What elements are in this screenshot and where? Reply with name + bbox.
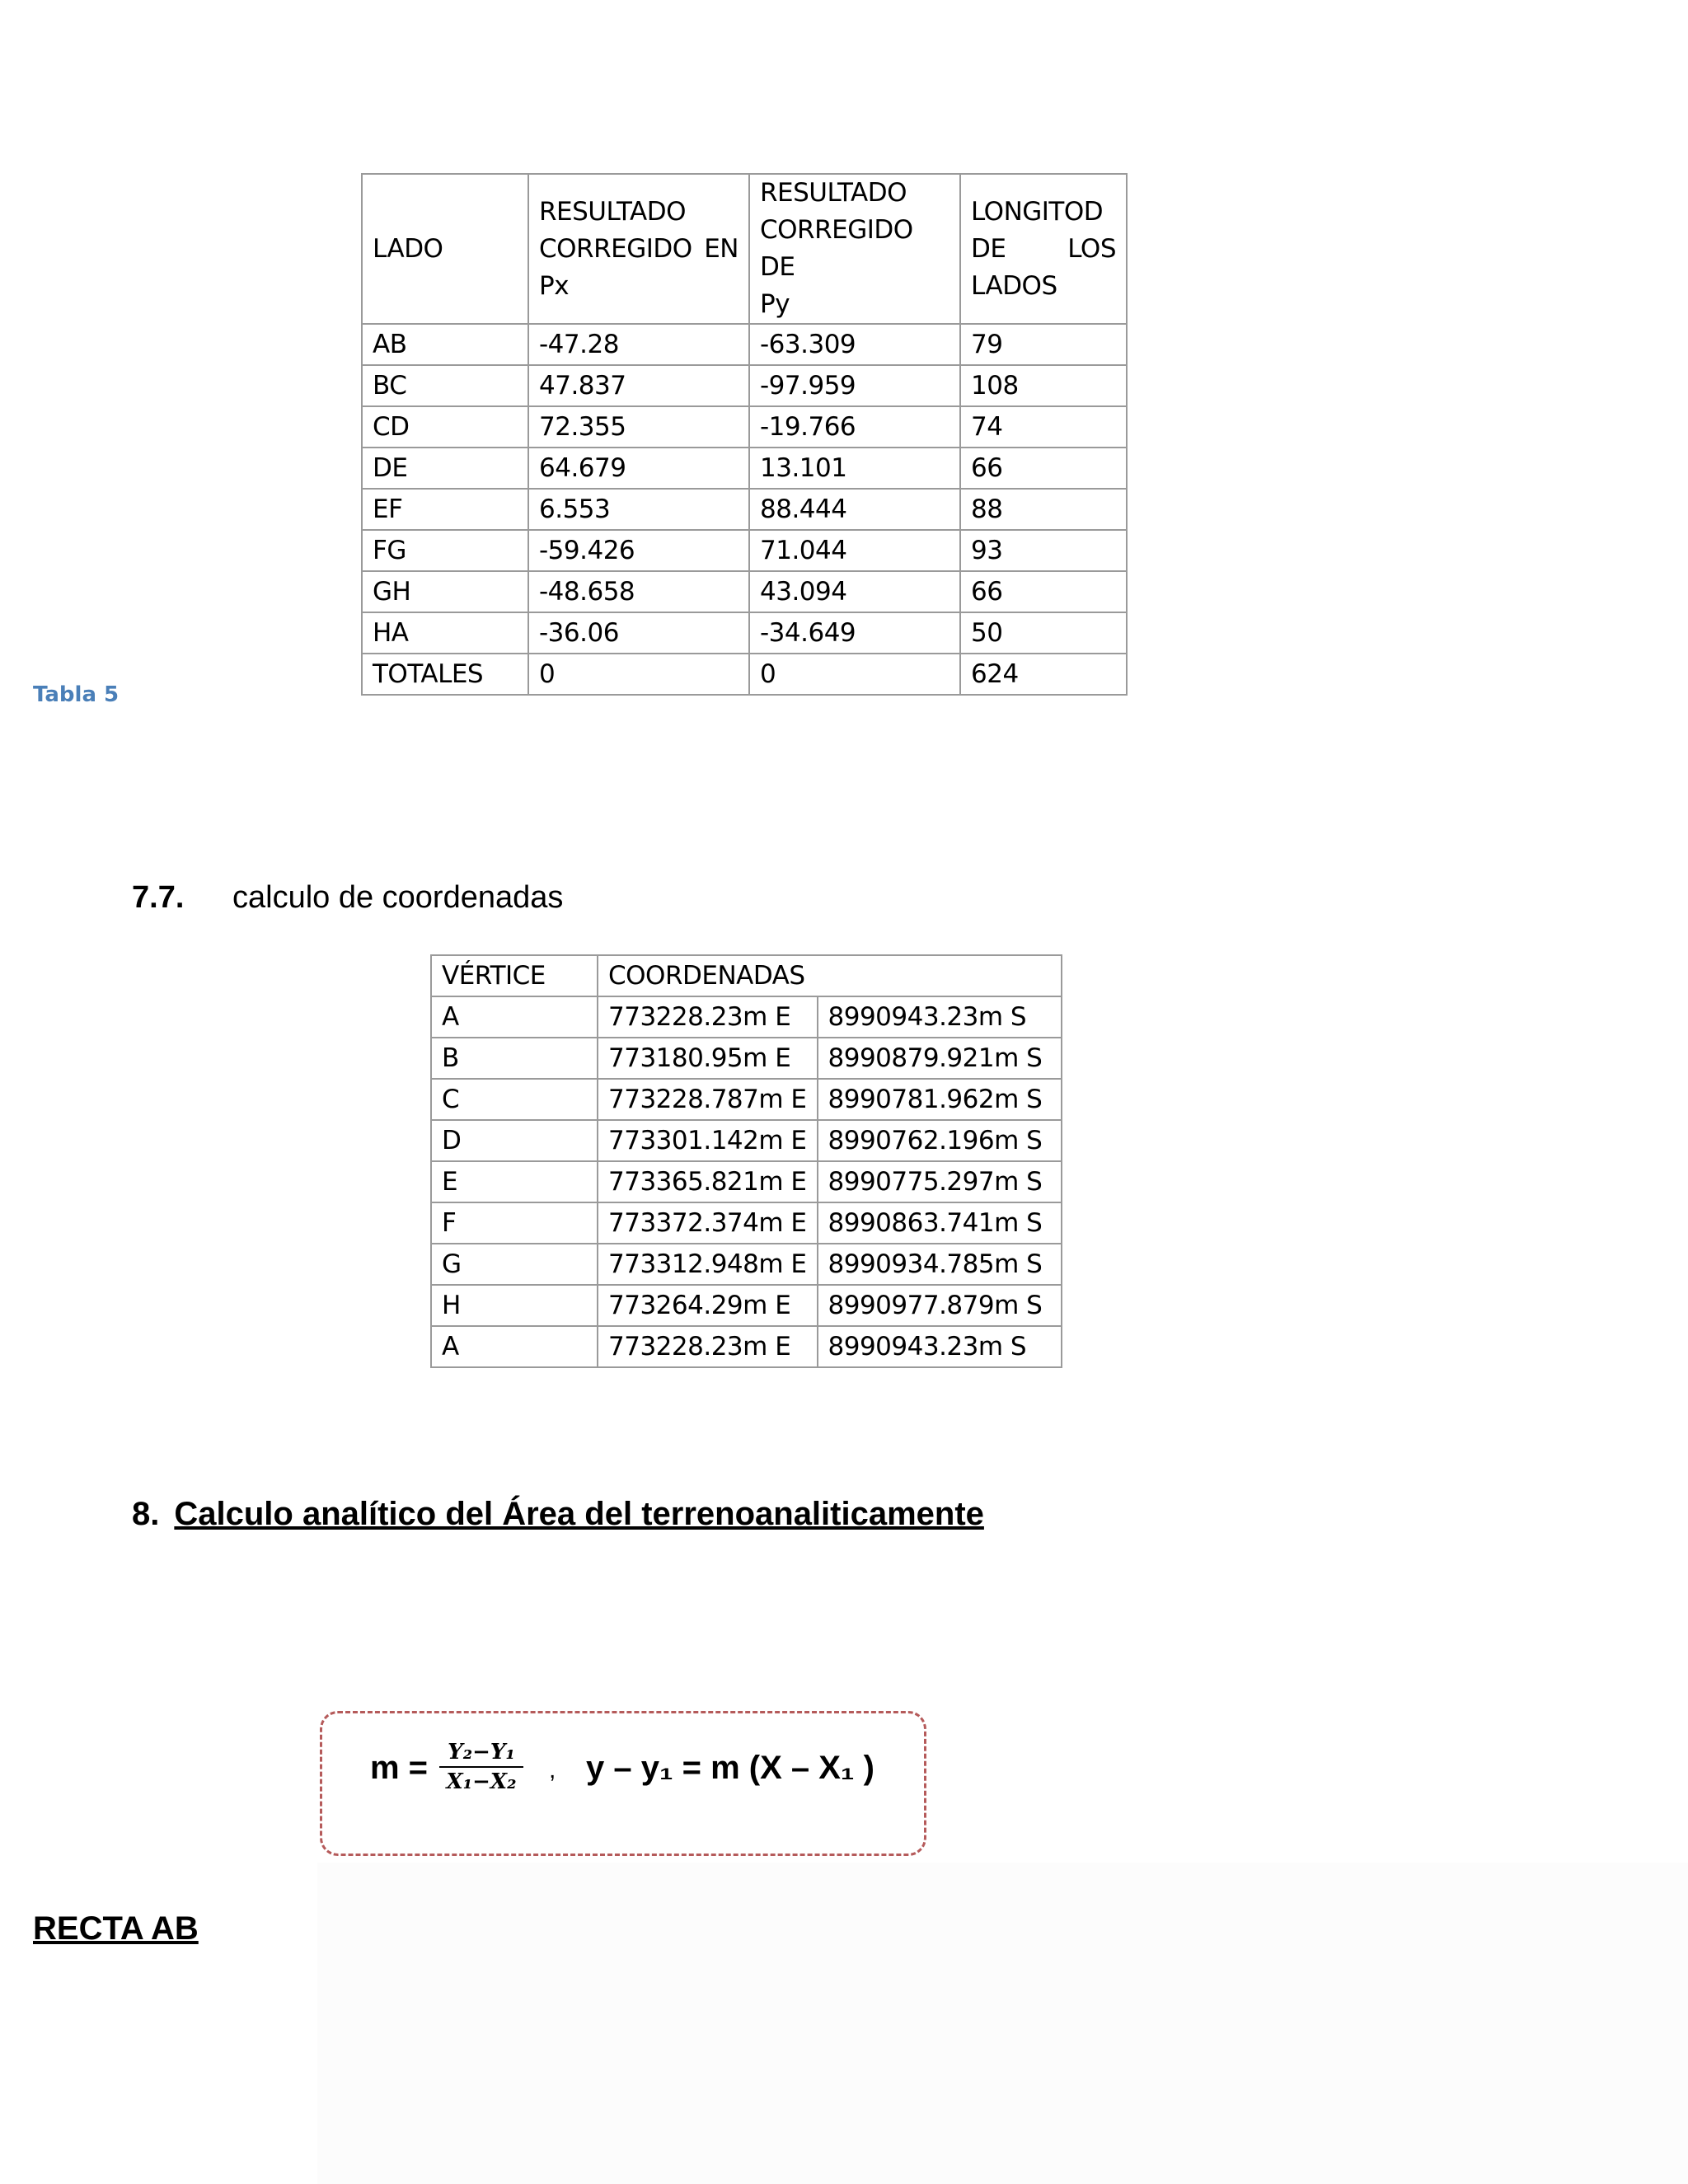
table-cell: 72.355 [528, 406, 749, 448]
table-row [431, 1161, 1062, 1202]
header-py [749, 174, 960, 324]
table-cell: -48.658 [528, 571, 749, 612]
table-cell: 773365.821m E [598, 1161, 818, 1202]
table-row [431, 996, 1062, 1038]
table-cell: B [431, 1038, 598, 1079]
lados-table [361, 173, 1128, 696]
table-header-row [362, 174, 1127, 324]
table-cell: D [431, 1120, 598, 1161]
table-cell: -59.426 [528, 530, 749, 571]
table-row [431, 1244, 1062, 1285]
table-cell: 8990943.23m S [818, 996, 1062, 1038]
header-py-line3: Py [760, 289, 790, 319]
table-cell: TOTALES [362, 654, 528, 695]
table-cell: -34.649 [749, 612, 960, 654]
coordinates-table-body [431, 996, 1062, 1367]
table-cell: BC [362, 365, 528, 406]
table-row [362, 489, 1127, 530]
table-cell: 773301.142m E [598, 1120, 818, 1161]
table-cell: 0 [528, 654, 749, 695]
table-cell: 74 [960, 406, 1127, 448]
table-cell: A [431, 1326, 598, 1367]
table-cell: H [431, 1285, 598, 1326]
table-cell: -63.309 [749, 324, 960, 365]
table-row [362, 448, 1127, 489]
formula-box [320, 1711, 926, 1856]
table-row [362, 530, 1127, 571]
fraction-denominator: X₁−X₂ [446, 1769, 517, 1794]
table-cell: 8990879.921m S [818, 1038, 1062, 1079]
table-cell: DE [362, 448, 528, 489]
line-equation: y – y₁ = m (X – X₁ ) [586, 1750, 874, 1786]
section-title: calculo de coordenadas [232, 880, 564, 915]
header-coordenadas: COORDENADAS [598, 955, 1062, 996]
table-row [431, 1326, 1062, 1367]
lados-table-body [362, 324, 1127, 695]
table-cell: 13.101 [749, 448, 960, 489]
table-cell: 8990943.23m S [818, 1326, 1062, 1367]
table-header-row [431, 955, 1062, 996]
table-cell: 6.553 [528, 489, 749, 530]
table-cell: -19.766 [749, 406, 960, 448]
table-cell: 0 [749, 654, 960, 695]
section-title: Calculo analítico del Área del terrenoanaliticamente [174, 1496, 984, 1532]
table-cell: 773228.23m E [598, 1326, 818, 1367]
table-cell: 773180.95m E [598, 1038, 818, 1079]
table-cell: -97.959 [749, 365, 960, 406]
formula-separator: , [549, 1756, 556, 1783]
slope-label: m = [370, 1750, 429, 1786]
table-row [362, 571, 1127, 612]
section-number: 8. [132, 1496, 160, 1532]
page-shade [317, 1863, 1688, 2184]
table-cell: 8990775.297m S [818, 1161, 1062, 1202]
table-cell: 8990863.741m S [818, 1202, 1062, 1244]
table-cell: CD [362, 406, 528, 448]
header-lado: LADO [362, 174, 528, 324]
table-cell: 66 [960, 448, 1127, 489]
table-cell: 64.679 [528, 448, 749, 489]
table-row [362, 406, 1127, 448]
table-cell: 8990781.962m S [818, 1079, 1062, 1120]
table-cell: E [431, 1161, 598, 1202]
coordinates-table [430, 954, 1062, 1368]
table-cell: 773312.948m E [598, 1244, 818, 1285]
table-cell: 88.444 [749, 489, 960, 530]
table-cell: 773228.23m E [598, 996, 818, 1038]
table-cell: G [431, 1244, 598, 1285]
header-long-line3: LADOS [971, 270, 1057, 301]
table-cell: -36.06 [528, 612, 749, 654]
header-px-word: EN [704, 233, 738, 264]
table-row [431, 1038, 1062, 1079]
table-cell: 8990762.196m S [818, 1120, 1062, 1161]
table-cell: FG [362, 530, 528, 571]
table-cell: AB [362, 324, 528, 365]
table-caption: Tabla 5 [33, 682, 120, 707]
table-cell: 71.044 [749, 530, 960, 571]
table-cell: F [431, 1202, 598, 1244]
table-cell: 624 [960, 654, 1127, 695]
table-cell: -47.28 [528, 324, 749, 365]
table-cell: C [431, 1079, 598, 1120]
table-cell: 50 [960, 612, 1127, 654]
table-cell: 108 [960, 365, 1127, 406]
table-row [362, 324, 1127, 365]
section-number: 7.7. [132, 880, 185, 915]
header-py-line2: CORREGIDO DE [760, 215, 913, 282]
table-cell: EF [362, 489, 528, 530]
header-long-word: DE [971, 233, 1006, 264]
table-row [431, 1202, 1062, 1244]
table-cell: 8990934.785m S [818, 1244, 1062, 1285]
table-row [362, 612, 1127, 654]
header-px-word: CORREGIDO [539, 233, 692, 264]
table-cell: 8990977.879m S [818, 1285, 1062, 1326]
header-long-line1: LONGITOD [971, 196, 1104, 227]
table-cell: A [431, 996, 598, 1038]
header-px-line1: RESULTADO [539, 196, 687, 227]
table-cell: 773264.29m E [598, 1285, 818, 1326]
header-long-line2 [971, 231, 1116, 268]
header-py-line1: RESULTADO [760, 178, 907, 208]
table-cell: 773228.787m E [598, 1079, 818, 1120]
table-cell: 43.094 [749, 571, 960, 612]
header-long-word: LOS [1067, 233, 1116, 264]
header-vertice: VÉRTICE [431, 955, 598, 996]
table-cell: 47.837 [528, 365, 749, 406]
table-cell: 773372.374m E [598, 1202, 818, 1244]
table-cell: GH [362, 571, 528, 612]
fraction-numerator: Y₂−Y₁ [439, 1740, 523, 1768]
header-px [528, 174, 749, 324]
table-cell: 88 [960, 489, 1127, 530]
table-row [431, 1285, 1062, 1326]
table-row [431, 1120, 1062, 1161]
section-heading-7-7 [132, 880, 563, 916]
slope-fraction [439, 1740, 523, 1794]
table-row [431, 1079, 1062, 1120]
table-row [362, 654, 1127, 695]
table-cell: 79 [960, 324, 1127, 365]
table-cell: HA [362, 612, 528, 654]
table-row [362, 365, 1127, 406]
table-cell: 66 [960, 571, 1127, 612]
recta-ab-heading: RECTA AB [33, 1910, 199, 1947]
header-px-line3: Px [539, 270, 570, 301]
table-cell: 93 [960, 530, 1127, 571]
section-heading-8 [132, 1496, 984, 1533]
header-longitud [960, 174, 1127, 324]
header-px-line2 [539, 231, 738, 268]
